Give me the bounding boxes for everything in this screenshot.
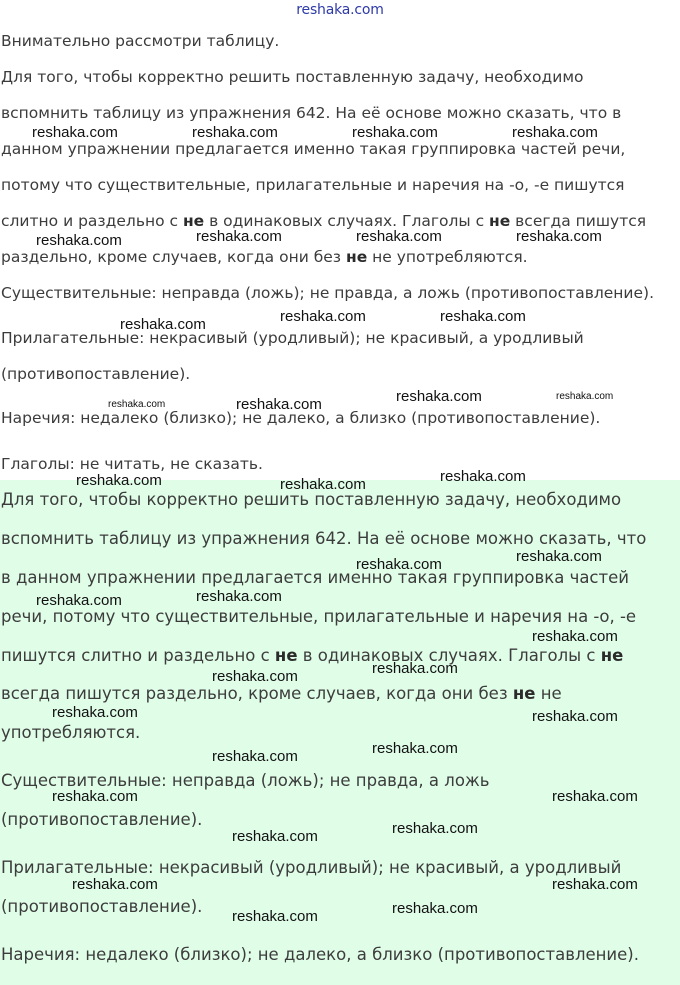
watermark: reshaka.com [356,556,442,573]
watermark: reshaka.com [236,396,322,413]
watermark: reshaka.com [76,472,162,489]
watermark: reshaka.com [72,876,158,893]
paragraph-line: вспомнить таблицу из упражнения 642. На её основе можно сказать, что в [1,104,622,122]
watermark: reshaka.com [232,828,318,845]
verbs-line: Глаголы: не читать, не сказать. [1,455,263,473]
watermark: reshaka.com [52,788,138,805]
watermark: reshaka.com [440,308,526,325]
watermark: reshaka.com [212,748,298,765]
watermark: reshaka.com [108,399,166,410]
paragraph-line: слитно и раздельно с не в одинаковых случаях. Глаголы с не всегда пишутся [1,212,647,230]
watermark: reshaka.com [532,708,618,725]
paragraph-line: вспомнить таблицу из упражнения 642. На её основе можно сказать, что [1,529,647,548]
paragraph-line: речи, потому что существительные, прилагательные и наречия на -о, -е [1,607,637,626]
adjectives-line-cont: (противопоставление). [1,365,191,383]
watermark: reshaka.com [212,668,298,685]
watermark: reshaka.com [372,740,458,757]
watermark: reshaka.com [196,228,282,245]
watermark: reshaka.com [440,468,526,485]
watermark: reshaka.com [52,704,138,721]
paragraph-line: пишутся слитно и раздельно с не в одинаковых случаях. Глаголы с не [1,646,624,665]
watermark: reshaka.com [392,900,478,917]
adjectives-line-cont: (противопоставление). [1,897,203,916]
watermark: reshaka.com [516,228,602,245]
site-logo[interactable]: reshaka.com [296,2,384,18]
watermark: reshaka.com [280,308,366,325]
nouns-line: Существительные: неправда (ложь); не правда, а ложь [1,771,490,790]
watermark: reshaka.com [396,388,482,405]
nouns-line: Существительные: неправда (ложь); не правда, а ложь (противопоставление). [1,284,655,302]
watermark: reshaka.com [372,660,458,677]
watermark: reshaka.com [512,124,598,141]
watermark: reshaka.com [516,548,602,565]
watermark: reshaka.com [352,124,438,141]
watermark: reshaka.com [32,124,118,141]
paragraph-line: раздельно, кроме случаев, когда они без не не употребляются. [1,248,528,266]
intro-line: Внимательно рассмотри таблицу. [1,32,280,50]
paragraph-line: употребляются. [1,723,141,742]
watermark: reshaka.com [232,908,318,925]
watermark: reshaka.com [36,592,122,609]
paragraph-line: Для того, чтобы корректно решить поставленную задачу, необходимо [1,490,622,509]
paragraph-line: всегда пишутся раздельно, кроме случаев, когда они без не не [1,684,562,703]
watermark: reshaka.com [120,316,206,333]
adjectives-line: Прилагательные: некрасивый (уродливый); не красивый, а уродливый [1,329,584,347]
watermark: reshaka.com [552,788,638,805]
watermark: reshaka.com [280,476,366,493]
paragraph-line: потому что существительные, прилагательные и наречия на -о, -е пишутся [1,176,625,194]
watermark: reshaka.com [392,820,478,837]
watermark: reshaka.com [192,124,278,141]
adjectives-line: Прилагательные: некрасивый (уродливый); не красивый, а уродливый [1,858,622,877]
adverbs-line: Наречия: недалеко (близко); не далеко, а близко (противопоставление). [1,945,639,964]
paragraph-line: данном упражнении предлагается именно такая группировка частей речи, [1,140,626,158]
watermark: reshaka.com [196,588,282,605]
watermark: reshaka.com [556,391,614,402]
watermark: reshaka.com [552,876,638,893]
paragraph-line: Для того, чтобы корректно решить поставленную задачу, необходимо [1,68,584,86]
nouns-line-cont: (противопоставление). [1,810,203,829]
adverbs-line: Наречия: недалеко (близко); не далеко, а близко (противопоставление). [1,409,601,427]
watermark: reshaka.com [36,232,122,249]
paragraph-line: в данном упражнении предлагается именно такая группировка частей [1,568,629,587]
watermark: reshaka.com [356,228,442,245]
watermark: reshaka.com [532,628,618,645]
